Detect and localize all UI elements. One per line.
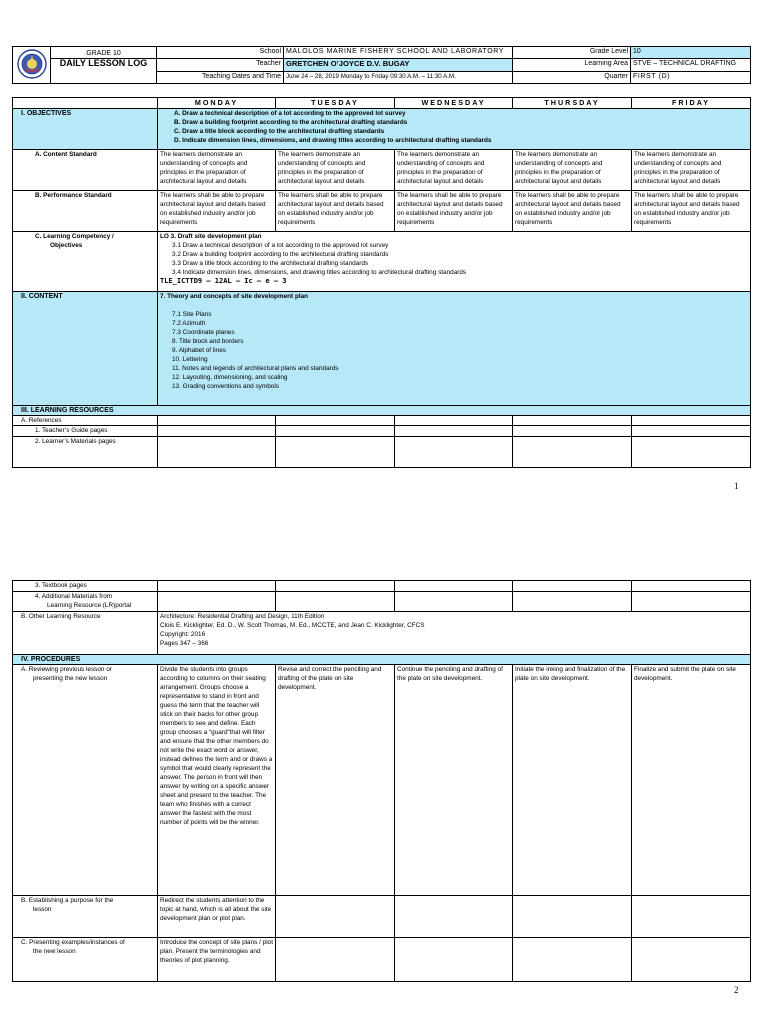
procedure-a-fri: Finalize and submit the plate on site development. xyxy=(632,665,751,896)
resources-header-row xyxy=(13,406,751,416)
resources-label: III. LEARNING RESOURCES xyxy=(13,406,751,416)
learning-area-label: Learning Area xyxy=(513,59,631,71)
day-wednesday: WEDNESDAY xyxy=(395,98,513,109)
procedure-b-mon: Redirect the students attention to the topic at hand, which is all about the site development plan or plot plan. xyxy=(158,896,276,938)
performance-standard-mon: The learners shall be able to prepare architectural layout and details based on established industry and/or job requirements xyxy=(158,191,276,232)
textbook-label: 3. Textbook pages xyxy=(13,581,158,592)
content-item: 7.2 Azimuth xyxy=(172,320,206,327)
references-label: A. References xyxy=(13,416,158,426)
other-resource-line: Pages 347 – 366 xyxy=(160,640,209,647)
content-title: 7. Theory and concepts of site development plan xyxy=(160,293,309,300)
objectives-row xyxy=(13,109,751,150)
content-item: 11. Notes and legends of architectural plans and standards xyxy=(172,365,339,372)
header-table xyxy=(12,46,751,84)
additional-materials-label-2: Learning Resource (LR)portal xyxy=(47,602,132,609)
performance-standard-thu: The learners shall be able to prepare architectural layout and details based on established industry and/or job requirements xyxy=(513,191,632,232)
competency-title: LO 3. Draft site development plan xyxy=(160,233,262,240)
learners-materials-row xyxy=(13,437,751,468)
content-standard-row xyxy=(13,150,751,191)
other-resource-row xyxy=(13,612,751,655)
procedures-header-row xyxy=(13,655,751,665)
dll-title: DAILY LESSON LOG xyxy=(59,58,148,69)
competency-label: C. Learning Competency / xyxy=(35,233,114,240)
content-row xyxy=(13,292,751,406)
content-item: 12. Layouting, dimensioning, and scaling xyxy=(172,374,288,381)
day-header-row xyxy=(13,98,751,109)
content-item: 8. Title block and borders xyxy=(172,338,244,345)
competency-code: TLE_ICTTD9 – 12AL – Ic – e – 3 xyxy=(160,277,287,285)
references-row xyxy=(13,416,751,426)
procedure-a-thu: Initiate the inking and finalization of the plate on site development. xyxy=(513,665,632,896)
procedure-b-row xyxy=(13,896,751,938)
performance-standard-row xyxy=(13,191,751,232)
content-standard-mon: The learners demonstrate an understanding of concepts and principles in the preparation of architectural layout and details xyxy=(158,150,276,191)
content-standard-thu: The learners demonstrate an understanding of concepts and principles in the preparation of architectural layout and details xyxy=(513,150,632,191)
deped-seal-icon xyxy=(17,49,47,79)
content-standard-wed: The learners demonstrate an understanding of concepts and principles in the preparation of architectural layout and details xyxy=(395,150,513,191)
learners-materials-label: 2. Learner’s Materials pages xyxy=(13,437,158,468)
day-thursday: THURSDAY xyxy=(513,98,632,109)
objective-item: B. Draw a building footprint according to the architectural drafting standards xyxy=(174,119,408,126)
quarter-label: Quarter xyxy=(513,71,631,83)
grade-level-label: Grade Level xyxy=(513,47,631,59)
day-monday: MONDAY xyxy=(158,98,276,109)
lesson-table-page-2 xyxy=(12,580,751,982)
procedure-a-wed: Continue the penciling and drafting of the plate on site development. xyxy=(395,665,513,896)
additional-materials-label: 4. Additional Materials from xyxy=(35,593,113,600)
other-resource-label: B. Other Learning Resource xyxy=(13,612,158,655)
procedures-label: IV. PROCEDURES xyxy=(13,655,751,665)
school-label: School xyxy=(157,47,284,59)
objective-item: D. Indicate dimension lines, dimensions, and drawing titles according to architectural drafting standards xyxy=(174,137,492,144)
teachers-guide-row xyxy=(13,426,751,437)
procedure-c-label-2: the new lesson xyxy=(33,948,76,955)
teacher-value: GRETCHEN O’JOYCE D.V. BUGAY xyxy=(284,59,513,71)
lesson-table-page-1 xyxy=(12,97,751,468)
content-item: 13. Grading conventions and symbols xyxy=(172,383,279,390)
content-standard-label: A. Content Standard xyxy=(13,150,158,191)
performance-standard-fri: The learners shall be able to prepare architectural layout and details based on established industry and/or job requirements xyxy=(632,191,751,232)
other-resource-line: Copyright: 2016 xyxy=(160,631,206,638)
competency-item: 3.4 Indicate dimension lines, dimensions, and drawing titles according to architectural drafting standards xyxy=(172,269,467,276)
competency-item: 3.3 Draw a title block according to the architectural drafting standards xyxy=(172,260,369,267)
performance-standard-wed: The learners shall be able to prepare architectural layout and details based on established industry and/or job requirements xyxy=(395,191,513,232)
other-resource-line: Architecture: Residential Drafting and Design, 11th Edition xyxy=(160,613,325,620)
procedure-a-label: A. Reviewing previous lesson or xyxy=(21,666,112,673)
deped-seal-cell xyxy=(13,47,51,84)
procedure-b-label: B. Establishing a purpose for the xyxy=(21,897,114,904)
content-label: II. CONTENT xyxy=(13,292,158,406)
procedure-c-row xyxy=(13,938,751,982)
procedure-b-label-2: lesson xyxy=(33,906,52,913)
competency-row xyxy=(13,232,751,292)
learning-area-value: STVE – TECHNICAL DRAFTING xyxy=(631,59,751,71)
page-number-2: 2 xyxy=(734,985,739,995)
page-number-1: 1 xyxy=(734,481,739,491)
day-friday: FRIDAY xyxy=(632,98,751,109)
procedure-c-mon: Introduce the concept of site plans / plot plan. Present the terminologies and theories of plot planning. xyxy=(158,938,276,982)
quarter-value: FIRST (D) xyxy=(631,71,751,83)
textbook-row xyxy=(13,581,751,592)
dates-label: Teaching Dates and Time xyxy=(157,71,284,83)
objectives-label: I. OBJECTIVES xyxy=(13,109,158,150)
objective-item: A. Draw a technical description of a lot according to the approved lot survey xyxy=(174,110,406,117)
performance-standard-label: B. Performance Standard xyxy=(13,191,158,232)
content-item: 7.1 Site Plans xyxy=(172,311,212,318)
teacher-label: Teacher xyxy=(157,59,284,71)
content-item: 10. Lettering xyxy=(172,356,208,363)
procedure-a-row xyxy=(13,665,751,896)
content-standard-fri: The learners demonstrate an understanding of concepts and principles in the preparation of architectural layout and details xyxy=(632,150,751,191)
performance-standard-tue: The learners shall be able to prepare architectural layout and details based on established industry and/or job requirements xyxy=(276,191,395,232)
other-resource-line: Clois E. Kicklighter, Ed. D., W. Scott Thomas, M. Ed., MCCTE, and Jean C. Kicklighter, CFCS xyxy=(160,622,425,629)
day-tuesday: TUESDAY xyxy=(276,98,395,109)
procedure-a-mon: Divide the students into groups according to columns on their seating arrangement. Groups choose a representative to stand in front and guess the term that the teacher will stick on their backs for other group members to see and define. Each group chooses a “guard”that will filter and ensure that the other members do not write the exact word or answer, instead defines the term and or draws a symbol that would clearly represent the answer. The person in front will then answer by writing on a specific answer sheet and present to the teacher. The team who finishes with a correct answer the fastest with the most number of points will be the winner. xyxy=(158,665,276,896)
procedure-a-label-2: presenting the new lesson xyxy=(33,675,108,682)
procedure-a-tue: Revise and correct the penciling and drafting of the plate on site development. xyxy=(276,665,395,896)
competency-item: 3.1 Draw a technical description of a lot according to the approved lot survey xyxy=(172,242,389,249)
objective-item: C. Draw a title block according to the architectural drafting standards xyxy=(174,128,385,135)
competency-item: 3.2 Draw a building footprint according to the architectural drafting standards xyxy=(172,251,389,258)
additional-materials-row xyxy=(13,592,751,612)
competency-label-2: Objectives xyxy=(50,242,83,249)
procedure-c-label: C. Presenting examples/instances of xyxy=(21,939,125,946)
content-item: 9. Alphabet of lines xyxy=(172,347,227,354)
content-item: 7.3 Coordinate planes xyxy=(172,329,235,336)
dates-value: June 24 – 28, 2019 Monday to Friday 09:30 A.M. – 11:30 A.M. xyxy=(284,71,513,83)
grade-label: GRADE 10 xyxy=(51,47,157,59)
teachers-guide-label: 1. Teacher’s Guide pages xyxy=(13,426,158,437)
content-standard-tue: The learners demonstrate an understanding of concepts and principles in the preparation of architectural layout and details xyxy=(276,150,395,191)
school-value: MALOLOS MARINE FISHERY SCHOOL AND LABORATORY xyxy=(284,47,513,59)
grade-level-value: 10 xyxy=(631,47,751,59)
